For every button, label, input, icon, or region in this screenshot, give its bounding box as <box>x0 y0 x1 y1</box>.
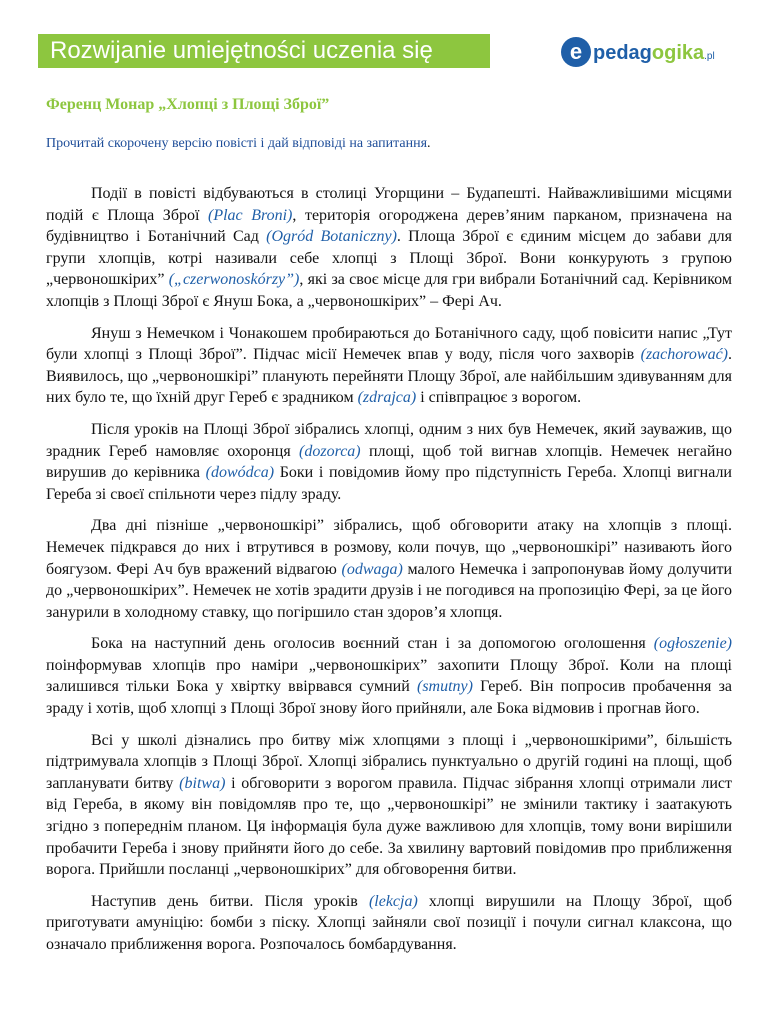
paragraph-text: Всі у школі дізнались про битву між хлопцями з площі і „червоношкірими”, більшість підтримувала хлопців з Площі Зброї. Хлопці зібрались пунктуально о другій годині на площі, щоб запланувати битву <box>46 731 732 792</box>
epedagogika-logo <box>560 28 740 72</box>
paragraph-text: . Виявилось, що „червоношкірі” планують перейняти Площу Зброї, але найбільшим здивуванням для них було те, що їхній друг Гереб є зрадником <box>46 346 732 407</box>
logo-pedag-text: pedag <box>593 42 652 64</box>
paragraph-text: Події в повісті відбуваються в столиці Угорщини – Будапешті. Найважливішими місцями подій є Площа Зброї <box>46 185 732 224</box>
instruction-text <box>46 136 431 152</box>
polish-translation: (ogłoszenie) <box>653 635 732 653</box>
logo-pl-text: .pl <box>704 51 715 62</box>
paragraph-text: Після уроків на Площі Зброї зібрались хлопці, одним з них був Немечек, який зауважив, що зрадник Гереб намовляє охоронця <box>46 420 732 460</box>
instruction-main: Прочитай скорочену версію повісті і дай відповіді на запитання <box>46 136 428 151</box>
story-paragraph <box>46 515 732 623</box>
polish-translation: (smutny) <box>416 678 473 696</box>
paragraph-text: хлопці вирушили на Площу Зброї, щоб приготувати амуніцію: бомби з піску. Хлопці зайняли свої позиції і почули сигнал клаксона, що означало приближення ворога. Розпочалось бомбардування. <box>46 892 732 953</box>
polish-translation: (Plac Broni) <box>207 206 293 224</box>
story-paragraph <box>46 419 732 505</box>
story-paragraph <box>46 323 732 409</box>
story-paragraph <box>46 730 732 881</box>
story-paragraph <box>46 891 732 956</box>
section-header-bar <box>38 34 490 68</box>
paragraph-text: і обговорити з ворогом правила. Підчас зібрання хлопці отримали лист від Гереба, в якому він повідомляв про те, що „червоношкірі” не змінили тактику і заатакують згідно з попереднім планом. Ця інформація була дуже важливою для хлопців, тому вони вирішили пробачити Гереба і знову прийняти його до себе. За хвилину вартовий повідомив про приближення ворога. Прийшли посланці „червоношкірих” для обговорення битви. <box>46 774 732 879</box>
paragraph-text: Наступив день битви. Після уроків <box>91 892 369 910</box>
logo-e-letter: e <box>569 39 583 64</box>
polish-translation: (Ogród Botaniczny) <box>266 228 397 246</box>
polish-translation: (lekcja) <box>368 892 418 910</box>
paragraph-text: , територія огороджена дерев’яним парканом, призначена на будівництво і Ботанічний Сад <box>46 206 732 246</box>
paragraph-text: Два дні пізніше „червоношкірі” зібрались, щоб обговорити атаку на хлопців з площі. Немечек підкрався до них і втрутився в розмову, коли почув, що „червоношкірі” називають його боягузом. Ферi Ач був вражений відвагою <box>46 517 732 578</box>
logo-ogika-text: ogika <box>651 42 705 64</box>
paragraph-text: поінформував хлопців про наміри „червоношкірих” захопити Площу Зброї. Коли на площі залишився тільки Бока у хвіртку ввірвався сумний <box>46 656 732 696</box>
polish-translation: (bitwa) <box>179 774 226 792</box>
story-title: Ференц Монар „Хлопці з Площі Зброї” <box>46 96 330 113</box>
paragraph-text: Бока на наступний день оголосив воєнний стан і за допомогою оголошення <box>91 635 654 653</box>
polish-translation: (dowódca) <box>205 464 275 482</box>
story-paragraph <box>46 183 732 313</box>
paragraph-text: площі, щоб той вигнав хлопців. Немечек негайно вирушив до керівника <box>46 442 733 482</box>
story-text <box>46 183 732 966</box>
paragraph-text: Боки і повідомив йому про підступність Гереба. Хлопці вигнали Гереба зі своєї спільноти через підлу зраду. <box>46 464 732 503</box>
polish-translation: (dozorca) <box>299 442 361 460</box>
paragraph-text: і співпрацює з ворогом. <box>416 389 582 407</box>
paragraph-text: Януш з Немечком і Чонакошем пробираються до Ботанічного саду, щоб повісити напис „Тут були хлопці з Площі Зброї”. Підчас місії Немечек впав у воду, після чого захворів <box>46 324 732 364</box>
polish-translation: (zdrajca) <box>357 389 417 407</box>
paragraph-text: , які за своє місце для гри вибрали Ботанічний сад. Керівником хлопців з Площі Зброї є Януш Бока, а „червоношкірих” – Ферi Ач. <box>46 271 732 310</box>
polish-translation: (odwaga) <box>341 560 403 578</box>
paragraph-text: . Площа Зброї є єдиним місцем до забави для групи хлопців, котрі називали себе хлопці з Площі Зброї. Вони конкурують з групою „червоношкірих” <box>46 228 733 289</box>
story-paragraph <box>46 633 732 719</box>
paragraph-text: Гереб. Він попросив пробачення за зраду і хотів, щоб хлопці з Площі Зброї знову його прийняли, але Бока відмовив і прогнав його. <box>46 678 733 718</box>
polish-translation: („czerwonoskórzy”) <box>168 271 300 289</box>
instruction-period: . <box>427 136 431 151</box>
svg-text:pedagogika.pl <box>593 42 715 64</box>
paragraph-text: малого Немечка і запропонував йому долучити до „червоношкірих”. Немечек не хотів зрадити друзів і не погодився на пропозицію Ферi, за це його занурили в холодному ставку, що погіршило стан здоров’я хлопця. <box>46 560 733 621</box>
polish-translation: (zachorować) <box>640 346 728 364</box>
section-header-title: Rozwijanie umiejętności uczenia się <box>50 37 433 64</box>
